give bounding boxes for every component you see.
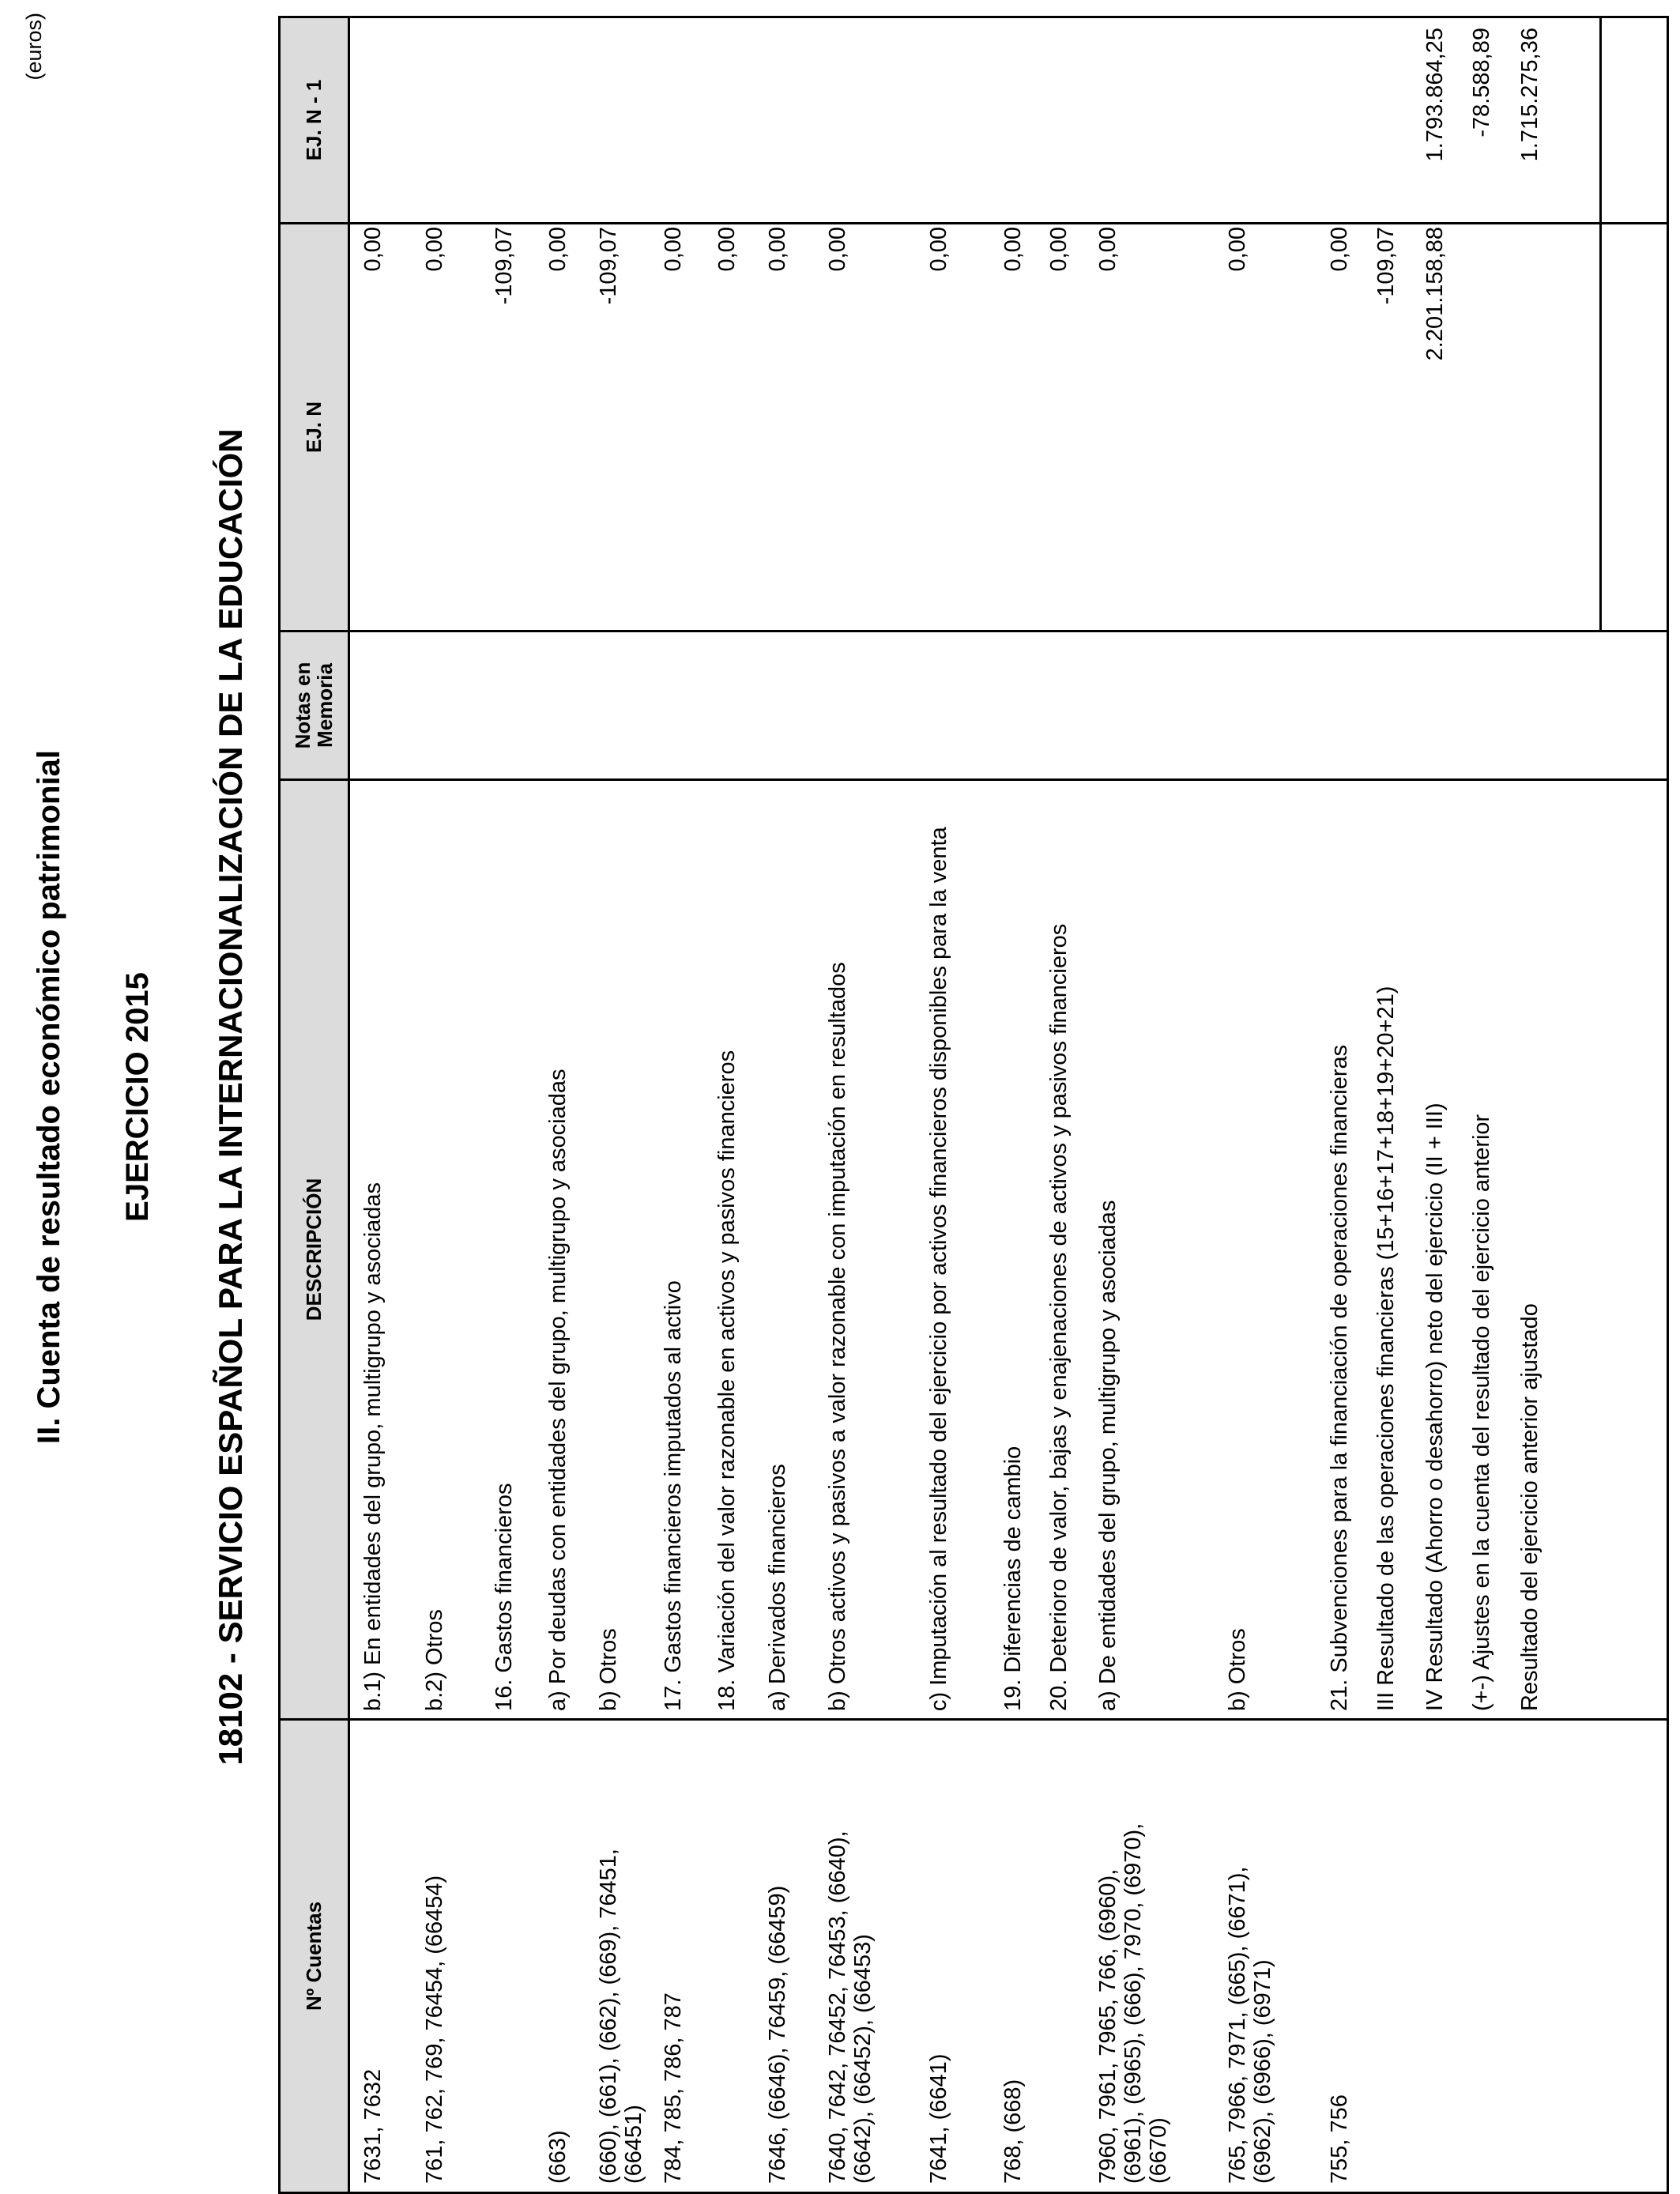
table-row-ej-n: 0,00	[1000, 227, 1026, 272]
table-row-ej-n: 0,00	[1095, 227, 1121, 272]
column-divider	[281, 222, 1667, 224]
table-row-description: b.1) En entidades del grupo, multigrupo y asociadas	[360, 1182, 386, 1711]
results-table	[278, 16, 1669, 2194]
header-ej-n1: EJ. N - 1	[301, 79, 326, 161]
table-row-description: (+-) Ajustes en la cuenta del resultado del ejercicio anterior	[1469, 1114, 1494, 1711]
table-row-accounts: 7646, (6646), 76459, (66459)	[765, 1885, 790, 2184]
entity-title: 18102 - SERVICIO ESPAÑOL PARA LA INTERNACIONALIZACIÓN DE LA EDUCACIÓN	[212, 428, 249, 1766]
table-row-accounts: (663)	[545, 2130, 571, 2184]
table-row-ej-n1: 1.793.864,25	[1422, 28, 1448, 162]
table-row-accounts: 765, 7966, 7971, (665), (6671), (6962), (6966), (6971)	[1225, 1866, 1275, 2184]
column-divider	[281, 778, 1667, 781]
table-row-description: 16. Gastos financieros	[492, 1483, 517, 1711]
table-row-accounts: 784, 785, 786, 787	[661, 1992, 686, 2184]
table-row-description: IV Resultado (Ahorro o desahorro) neto del ejercicio (II + III)	[1422, 1103, 1448, 1711]
table-row-ej-n: 0,00	[1225, 227, 1250, 272]
header-accounts: Nº Cuentas	[301, 1901, 326, 2011]
table-row-description: 21. Subvenciones para la financiación de operaciones financieras	[1327, 1044, 1352, 1711]
totals-separator	[1599, 18, 1602, 632]
table-row-description: b) Otros	[1225, 1628, 1250, 1711]
table-row-accounts: 768, (668)	[1000, 2079, 1026, 2184]
table-row-description: b.2) Otros	[422, 1609, 447, 1711]
table-header	[281, 18, 350, 2192]
table-row-ej-n: 0,00	[545, 227, 571, 272]
table-row-ej-n: 0,00	[714, 227, 740, 272]
section-title: II. Cuenta de resultado económico patrimonial	[32, 750, 66, 1444]
column-divider	[281, 630, 1667, 632]
table-row-accounts: (660), (661), (662), (669), 76451, (66451)	[596, 1849, 646, 2184]
table-row-ej-n: -109,07	[1373, 227, 1399, 305]
table-row-ej-n: 0,00	[422, 227, 447, 272]
table-row-accounts: 7631, 7632	[360, 2068, 386, 2184]
table-row-ej-n: 0,00	[765, 227, 790, 272]
header-notes: Notas en Memoria	[291, 662, 337, 749]
table-row-ej-n: 0,00	[926, 227, 951, 272]
table-row-accounts: 7640, 7642, 76452, 76453, (6640), (6642), (66452), (66453)	[825, 1830, 876, 2184]
table-row-description: 18. Variación del valor razonable en activos y pasivos financieros	[714, 1050, 740, 1711]
table-row-ej-n: 2.201.158,88	[1422, 227, 1448, 361]
table-row-description: Resultado del ejercicio anterior ajustado	[1517, 1303, 1543, 1711]
table-row-description: b) Otros	[596, 1628, 621, 1711]
table-row-description: a) De entidades del grupo, multigrupo y asociadas	[1095, 1200, 1121, 1711]
column-divider	[281, 1718, 1667, 1721]
table-row-ej-n1: 1.715.275,36	[1517, 28, 1543, 162]
table-row-description: 20. Deterioro de valor, bajas y enajenaciones de activos y pasivos financieros	[1046, 923, 1072, 1711]
table-row-description: a) Por deudas con entidades del grupo, multigrupo y asociadas	[545, 1069, 571, 1711]
table-row-ej-n: 0,00	[825, 227, 850, 272]
table-row-accounts: 761, 762, 769, 76454, (66454)	[422, 1875, 447, 2184]
table-row-description: 17. Gastos financieros imputados al activo	[661, 1280, 686, 1711]
table-row-description: III Resultado de las operaciones financieras (15+16+17+18+19+20+21)	[1373, 986, 1399, 1711]
table-row-accounts: 7960, 7961, 7965, 766, (6960), (6961), (6965), (666), 7970, (6970), (6670)	[1095, 1823, 1171, 2184]
table-row-ej-n: -109,07	[492, 227, 517, 305]
table-row-accounts: 7641, (6641)	[926, 2053, 951, 2184]
table-row-description: c) Imputación al resultado del ejercicio por activos financieros disponibles para la venta	[926, 827, 951, 1711]
table-row-description: a) Derivados financieros	[765, 1464, 790, 1711]
currency-note: (euros)	[22, 13, 46, 81]
year-title: EJERCICIO 2015	[120, 972, 155, 1222]
table-row-ej-n: -109,07	[596, 227, 621, 305]
table-row-ej-n: 0,00	[360, 227, 386, 272]
table-row-ej-n: 0,00	[1327, 227, 1352, 272]
header-description: DESCRIPCIÓN	[301, 1178, 326, 1321]
table-row-description: b) Otros activos y pasivos a valor razonable con imputación en resultados	[825, 962, 850, 1711]
table-row-description: 19. Diferencias de cambio	[1000, 1446, 1026, 1711]
table-row-accounts: 755, 756	[1327, 2094, 1352, 2184]
header-ej-n: EJ. N	[301, 401, 326, 454]
table-row-ej-n1: -78.588,89	[1469, 28, 1494, 138]
table-row-ej-n: 0,00	[1046, 227, 1072, 272]
table-row-ej-n: 0,00	[661, 227, 686, 272]
